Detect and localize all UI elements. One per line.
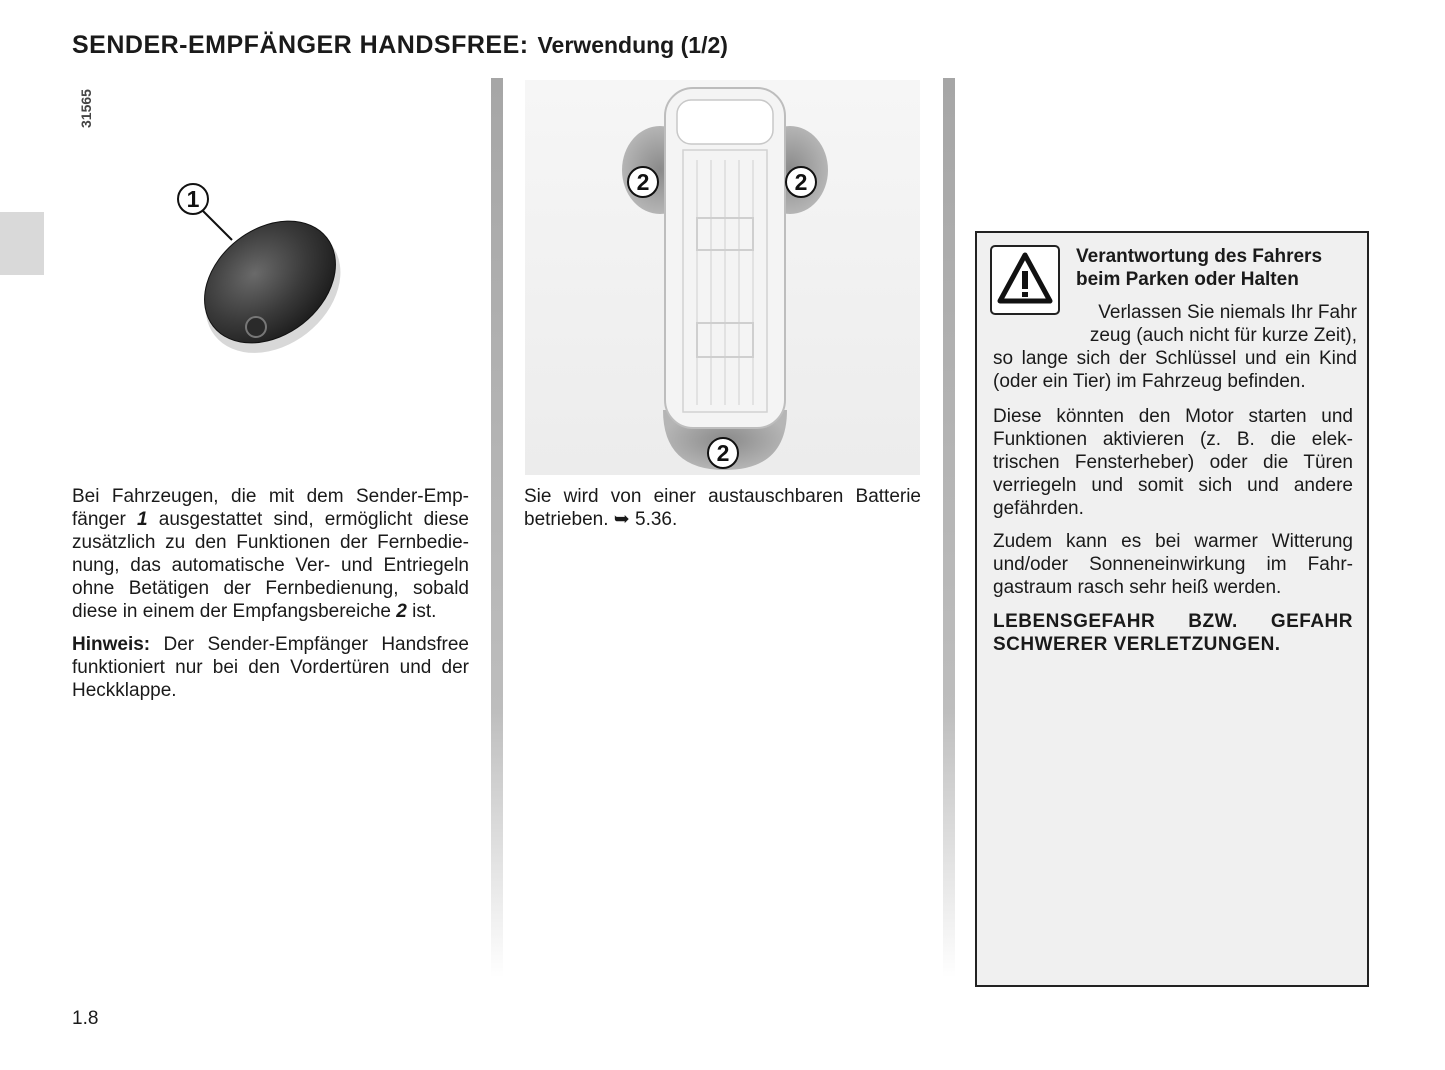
warning-paragraph: Diese könnten den Motor starten und Funktionen aktivieren (z. B. die elektrischen Fensterheber) oder die Türen verriegeln und somit sich und andere gefährden. [993,406,1353,519]
battery-paragraph: Sie wird von einer austauschbaren Batterie betrieben. ➥ 5.36. [524,486,921,530]
note-label: Hinweis: [72,634,151,655]
warning-box [975,231,1369,987]
page-number: 1.8 [72,1008,99,1029]
vehicle-zones-illustration [525,80,920,475]
key-fob-illustration [150,170,370,370]
callout-number: 1 [186,186,200,212]
reference-arrow-icon: ➥ [613,509,630,530]
callout-number: 2 [716,440,730,466]
page-reference-link: 5.36. [635,509,678,530]
chapter-tab [0,212,44,275]
callout-number: 2 [636,169,650,195]
page-title [72,24,728,61]
note-paragraph: Hinweis: Der Sender-Empfänger Handsfree funktioniert nur bei den Vordertüren und der Heckklappe. [72,634,469,701]
column-divider [491,78,503,978]
key-ring-hole [246,317,266,337]
warning-title: Verantwortung des Fahrers beim Parken oder Halten [1076,246,1323,290]
intro-paragraph: Bei Fahrzeugen, die mit dem Sender-Empfänger 1 ausgestattet sind, ermöglicht diese zusätzlich zu den Funktionen der Fernbedienung, das automatische Ver- und Entriegeln ohne Betätigen der Fernbedienung, sobald diese in einem der Empfangsbereiche 2 ist. [72,486,469,622]
warning-paragraph: Zudem kann es bei warmer Witterung und/oder Sonneneinwirkung im Fahrgastraum rasch sehr heiß werden. [993,531,1353,598]
title-main: SENDER-EMPFÄNGER HANDSFREE: [72,31,529,59]
title-sub: Verwendung (1/2) [537,32,728,58]
callout-line [202,210,232,240]
warning-danger-text: LEBENSGEFAHR BZW. GEFAHR SCHWERER VERLETZUNGEN. [993,611,1353,655]
warning-paragraph: Verlassen Sie niemals Ihr Fahr zeug (auch nicht für kurze Zeit), so lange sich der Schlüssel und ein Kind (oder ein Tier) im Fahrzeug befinden. [993,302,1357,392]
column-divider [943,78,955,978]
callout-number: 2 [794,169,808,195]
figure-number: 31565 [78,89,94,128]
